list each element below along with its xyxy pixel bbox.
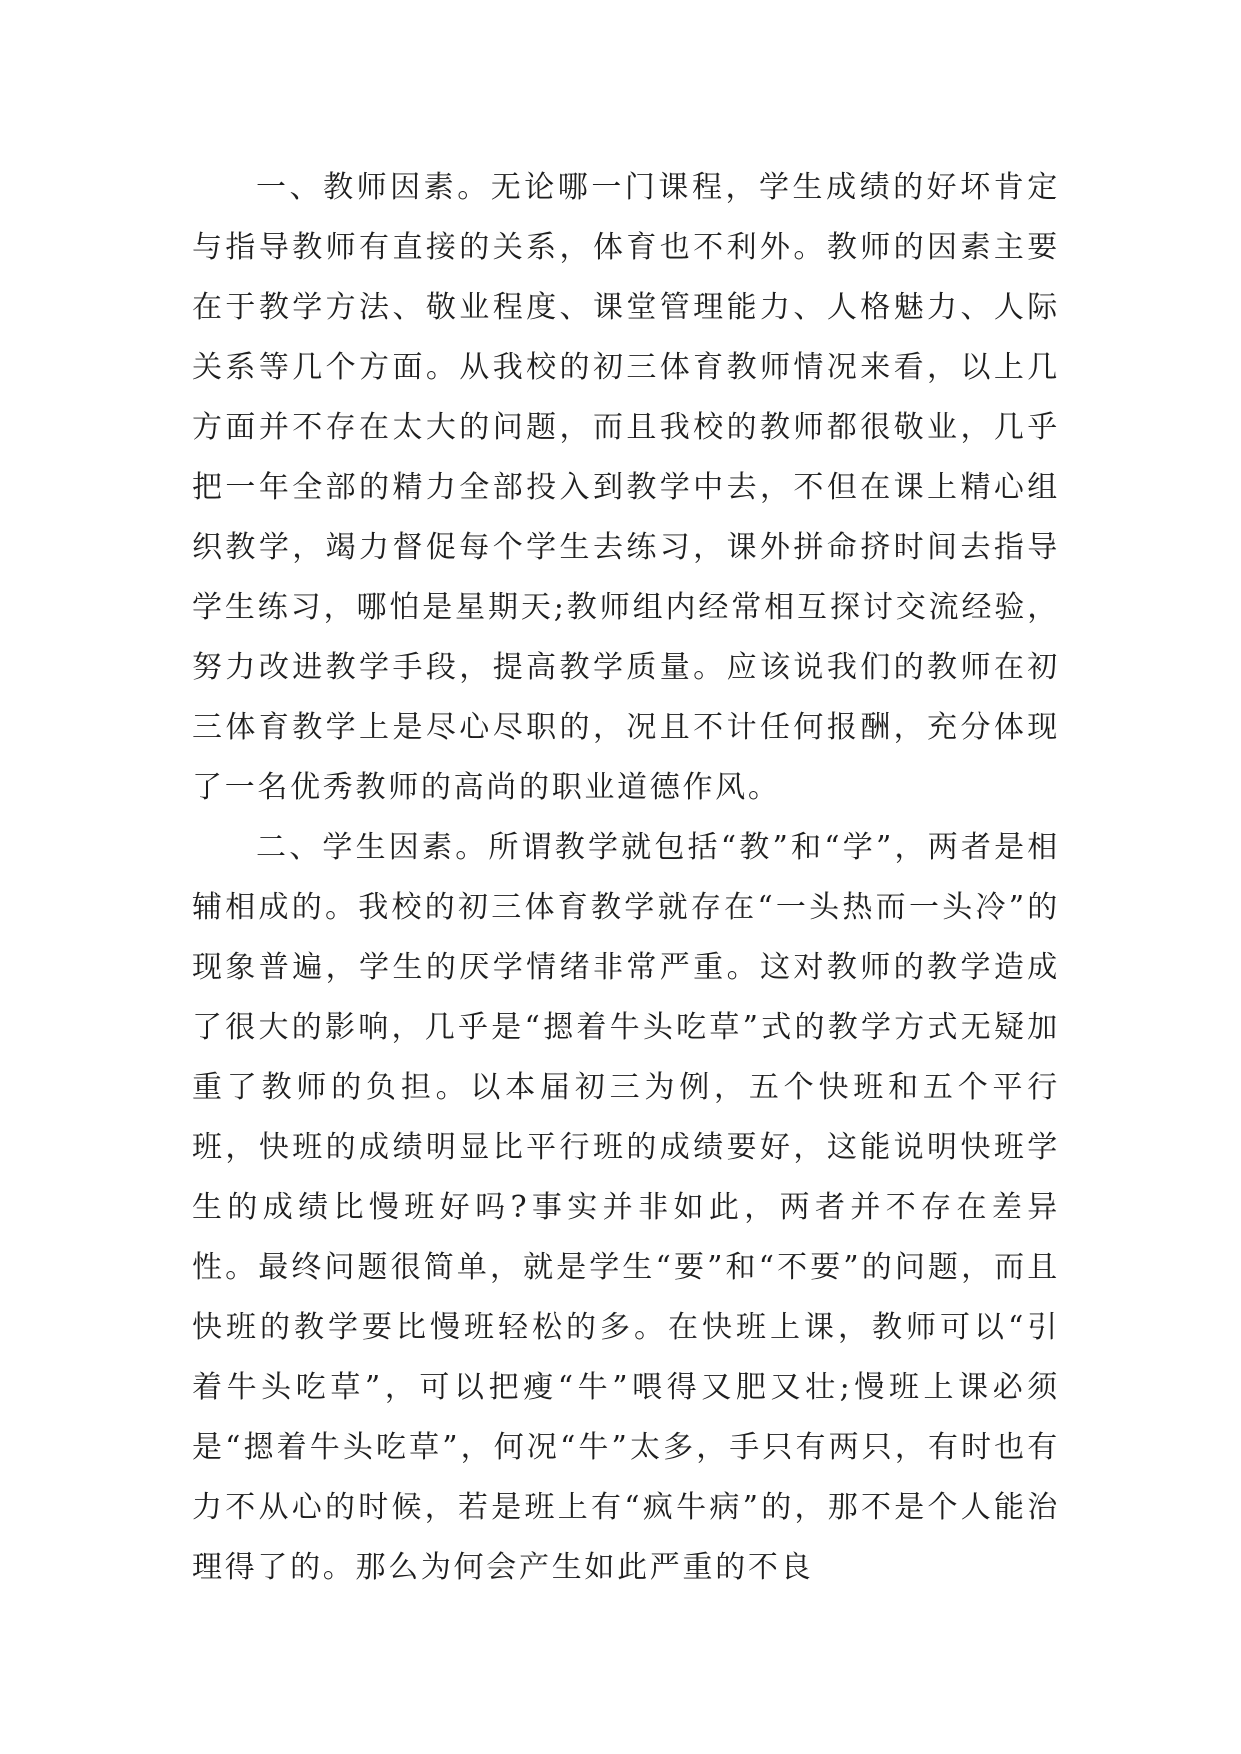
- paragraph-teacher-factors: 一、教师因素。无论哪一门课程，学生成绩的好坏肯定与指导教师有直接的关系，体育也不利外。教师的因素主要在于教学方法、敬业程度、课堂管理能力、人格魅力、人际关系等几个方面。从我校的初三体育教师情况来看，以上几方面并不存在太大的问题，而且我校的教师都很敬业，几乎把一年全部的精力全部投入到教学中去，不但在课上精心组织教学，竭力督促每个学生去练习，课外拼命挤时间去指导学生练习，哪怕是星期天;教师组内经常相互探讨交流经验，努力改进教学手段，提高教学质量。应该说我们的教师在初三体育教学上是尽心尽职的，况且不计任何报酬，充分体现了一名优秀教师的高尚的职业道德作风。: [192, 170, 1060, 805]
- paragraph-student-factors: 二、学生因素。所谓教学就包括“教”和“学”，两者是相辅相成的。我校的初三体育教学就存在“一头热而一头冷”的现象普遍，学生的厌学情绪非常严重。这对教师的教学造成了很大的影响，几乎是“摁着牛头吃草”式的教学方式无疑加重了教师的负担。以本届初三为例，五个快班和五个平行班，快班的成绩明显比平行班的成绩要好，这能说明快班学生的成绩比慢班好吗?事实并非如此，两者并不存在差异性。最终问题很简单，就是学生“要”和“不要”的问题，而且快班的教学要比慢班轻松的多。在快班上课，教师可以“引着牛头吃草”，可以把瘦“牛”喂得又肥又壮;慢班上课必须是“摁着牛头吃草”，何况“牛”太多，手只有两只，有时也有力不从心的时候，若是班上有“疯牛病”的，那不是个人能治理得了的。那么为何会产生如此严重的不良: [192, 830, 1061, 1585]
- document-body: [192, 158, 1060, 1598]
